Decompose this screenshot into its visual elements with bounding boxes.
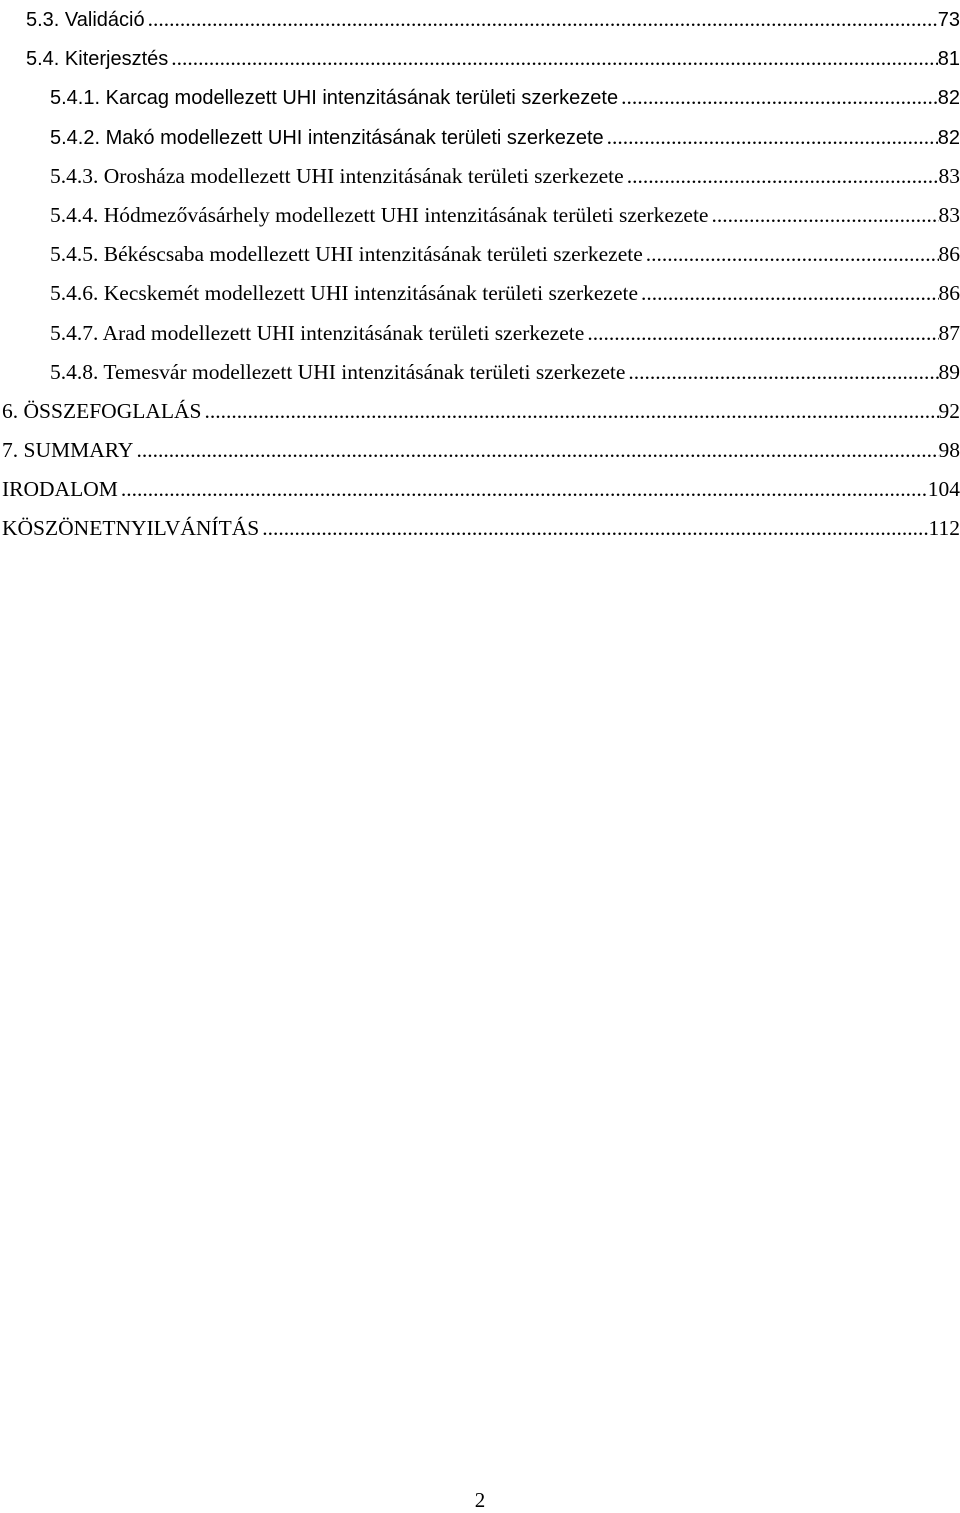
toc-entry-page: 104 [927,477,960,502]
toc-entry-page: 82 [937,126,960,149]
toc-dot-leader [168,39,937,78]
toc-entry-5-4-2[interactable] [0,118,960,157]
toc-entry-title: IRODALOM [2,477,118,502]
toc-entry-irodalom[interactable] [0,470,960,509]
toc-dot-leader [638,274,938,313]
toc-entry-page: 81 [937,48,960,71]
toc-entry-title: 7. SUMMARY [2,438,134,463]
toc-entry-page: 92 [938,398,960,423]
toc-entry-page: 87 [938,320,960,345]
toc-dot-leader [145,0,938,39]
toc-dot-leader [643,235,939,274]
toc-entry-title: 5.3. Validáció [26,9,145,31]
toc-entry-5-4-6[interactable] [0,274,960,313]
table-of-contents [0,0,960,549]
toc-entry-title: 5.4.6. Kecskemét modellezett UHI intenzitásának területi szerkezete [50,281,639,306]
toc-dot-leader [202,392,939,431]
toc-entry-title: 5.4.7. Arad modellezett UHI intenzitásának területi szerkezete [50,320,585,345]
toc-entry-title: KÖSZÖNETNYILVÁNÍTÁS [2,516,260,541]
toc-entry-page: 82 [937,87,960,110]
toc-entry-5-4-7[interactable] [0,314,960,353]
toc-entry-koszonetnyilvanitas[interactable] [0,509,960,548]
toc-entry-title: 5.4.4. Hódmezővásárhely modellezett UHI intenzitásának területi szerkezete [50,202,709,227]
toc-entry-5-4-5[interactable] [0,235,960,274]
toc-entry-page: 83 [938,163,960,188]
toc-dot-leader [259,509,928,548]
toc-entry-5-4[interactable] [0,39,960,78]
toc-entry-page: 98 [938,438,960,463]
toc-dot-leader [625,353,938,392]
toc-entry-page: 73 [937,9,960,31]
toc-entry-title: 5.4.8. Temesvár modellezett UHI intenzitásának területi szerkezete [50,359,626,384]
toc-entry-5-4-3[interactable] [0,157,960,196]
toc-entry-title: 5.4.2. Makó modellezett UHI intenzitásának területi szerkezete [50,126,604,149]
toc-dot-leader [618,78,938,117]
toc-entry-7[interactable] [0,431,960,470]
toc-dot-leader [604,118,938,157]
toc-dot-leader [584,314,938,353]
toc-dot-leader [624,157,939,196]
toc-dot-leader [708,196,938,235]
toc-entry-5-4-4[interactable] [0,196,960,235]
toc-entry-5-4-1[interactable] [0,78,960,117]
toc-entry-page: 86 [938,281,960,306]
toc-entry-title: 5.4.3. Orosháza modellezett UHI intenzitásának területi szerkezete [50,163,624,188]
page-number: 2 [474,1488,486,1512]
toc-entry-title: 5.4.1. Karcag modellezett UHI intenzitásának területi szerkezete [50,87,619,110]
toc-entry-page: 112 [928,516,960,541]
toc-entry-page: 83 [938,202,960,227]
toc-entry-page: 89 [938,359,960,384]
toc-entry-page: 86 [938,242,960,267]
toc-dot-leader [133,431,938,470]
toc-entry-6[interactable] [0,392,960,431]
toc-entry-5-4-8[interactable] [0,353,960,392]
toc-entry-5-3[interactable] [0,0,960,39]
toc-dot-leader [118,470,928,509]
toc-entry-title: 5.4.5. Békéscsaba modellezett UHI intenzitásának területi szerkezete [50,242,643,267]
toc-entry-title: 6. ÖSSZEFOGLALÁS [2,398,202,423]
toc-entry-title: 5.4. Kiterjesztés [26,48,169,71]
